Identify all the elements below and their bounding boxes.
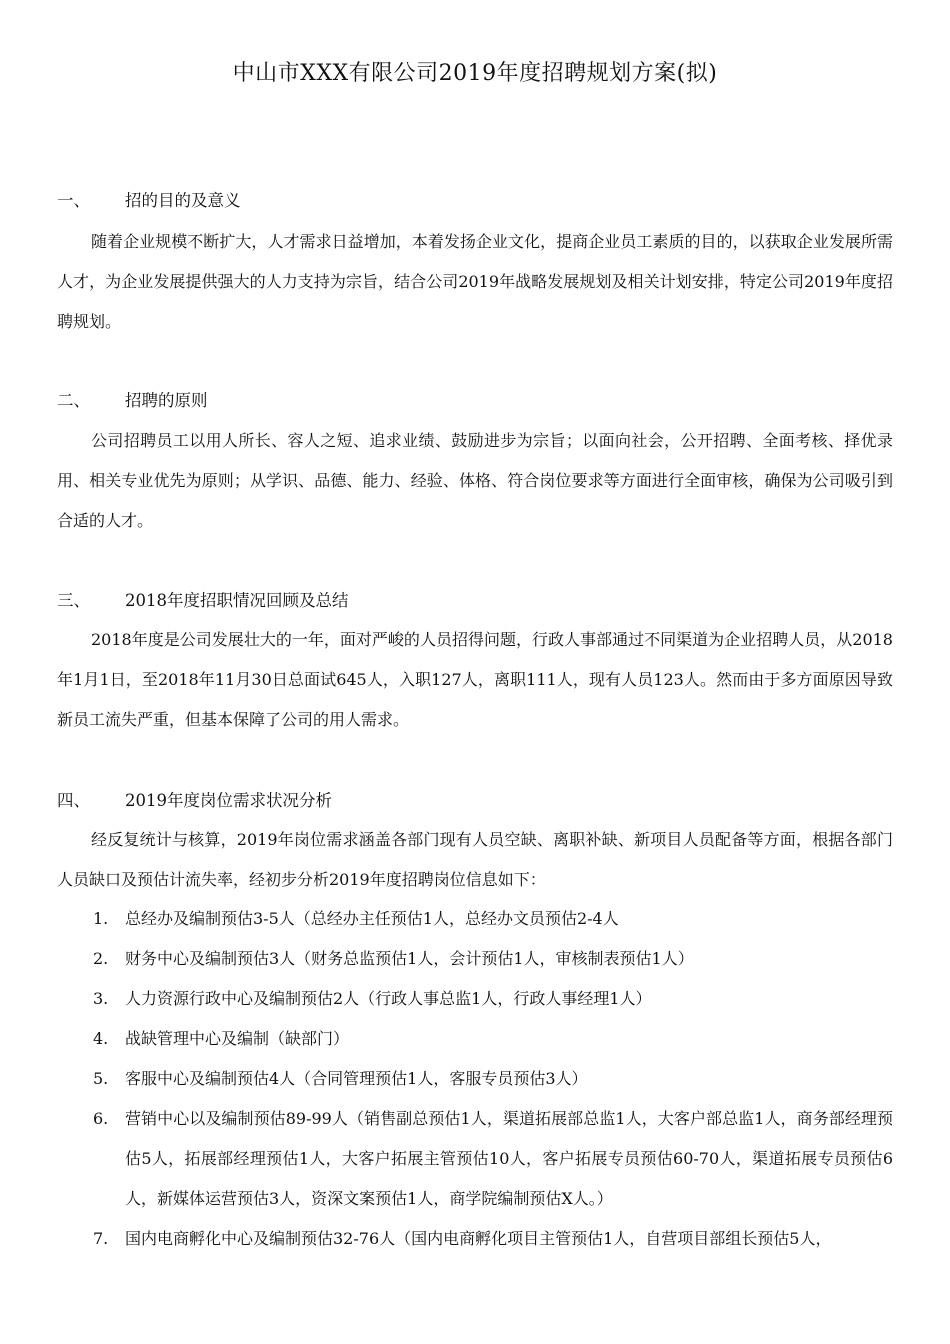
list-text: 人力资源行政中心及编制预估2人（行政人事总监1人，行政人事经理1人） <box>125 989 652 1008</box>
list-number: 7. <box>93 1229 109 1248</box>
section-body-4: 经反复统计与核算，2019年岗位需求涵盖各部门现有人员空缺、离职补缺、新项目人员配备等方面，根据各部门人员缺口及预估计流失率，经初步分析2019年度招聘岗位信息如下： <box>57 830 893 889</box>
list-number: 6. <box>93 1109 109 1128</box>
section-number: 二、 <box>57 391 90 410</box>
section-heading-4 <box>57 789 332 813</box>
section-title: 招聘的原则 <box>125 391 208 410</box>
section-heading-3 <box>57 589 349 613</box>
list-item <box>57 1019 893 1059</box>
section-heading-1 <box>57 189 241 213</box>
position-list <box>57 899 893 1259</box>
list-number: 3. <box>93 989 109 1008</box>
list-text: 客服中心及编制预估4人（合同管理预估1人，客服专员预估3人） <box>125 1069 588 1088</box>
list-number: 1. <box>93 909 109 928</box>
list-text: 战缺管理中心及编制（缺部门） <box>125 1029 350 1048</box>
section-body-3: 2018年度是公司发展壮大的一年，面对严峻的人员招得问题，行政人事部通过不同渠道为企业招聘人员，从2018年1月1日，至2018年11月30日总面试645人，入职127人，离职111人，现有人员123人。然而由于多方面原因导致新员工流失严重，但基本保障了公司的用人需求。 <box>57 630 893 729</box>
list-number: 5. <box>93 1069 109 1088</box>
section-number: 三、 <box>57 591 90 610</box>
list-item <box>57 939 893 979</box>
list-number: 2. <box>93 949 109 968</box>
list-item <box>57 899 893 939</box>
section-title: 2018年度招职情况回顾及总结 <box>125 591 349 610</box>
section-title: 2019年度岗位需求状况分析 <box>125 791 332 810</box>
list-item <box>57 1219 893 1259</box>
list-text: 财务中心及编制预估3人（财务总监预估1人，会计预估1人，审核制表预估1人） <box>125 949 694 968</box>
list-text: 营销中心以及编制预估89-99人（销售副总预估1人，渠道拓展部总监1人，大客户部总监1人，商务部经理预估5人，拓展部经理预估1人，大客户拓展主管预估10人，客户拓展专员预估60-70人，渠道拓展专员预估6人，新媒体运营预估3人，资深文案预估1人，商学院编制预估X人。） <box>125 1109 893 1208</box>
list-item <box>57 979 893 1019</box>
list-number: 4. <box>93 1029 109 1048</box>
section-heading-2 <box>57 389 208 413</box>
document-title: 中山市XXX有限公司2019年度招聘规划方案(拟) <box>232 61 718 86</box>
section-title: 招的目的及意义 <box>125 191 241 210</box>
section-number: 四、 <box>57 791 90 810</box>
section-body-2: 公司招聘员工以用人所长、容人之短、追求业绩、鼓励进步为宗旨；以面向社会，公开招聘、全面考核、择优录用、相关专业优先为原则；从学识、品德、能力、经验、体格、符合岗位要求等方面进行全面审核，确保为公司吸引到合适的人才。 <box>57 431 893 530</box>
list-item <box>57 1099 893 1219</box>
section-body-1: 随着企业规模不断扩大，人才需求日益增加，本着发扬企业文化，提商企业员工素质的目的，以获取企业发展所需人才，为企业发展提供强大的人力支持为宗旨，结合公司2019年战略发展规划及相关计划安排，特定公司2019年度招聘规划。 <box>57 232 893 331</box>
list-item <box>57 1059 893 1099</box>
list-text: 总经办及编制预估3-5人（总经办主任预估1人，总经办文员预估2-4人 <box>125 909 619 928</box>
section-number: 一、 <box>57 191 90 210</box>
list-text: 国内电商孵化中心及编制预估32-76人（国内电商孵化项目主管预估1人，自营项目部组长预估5人， <box>125 1229 832 1248</box>
